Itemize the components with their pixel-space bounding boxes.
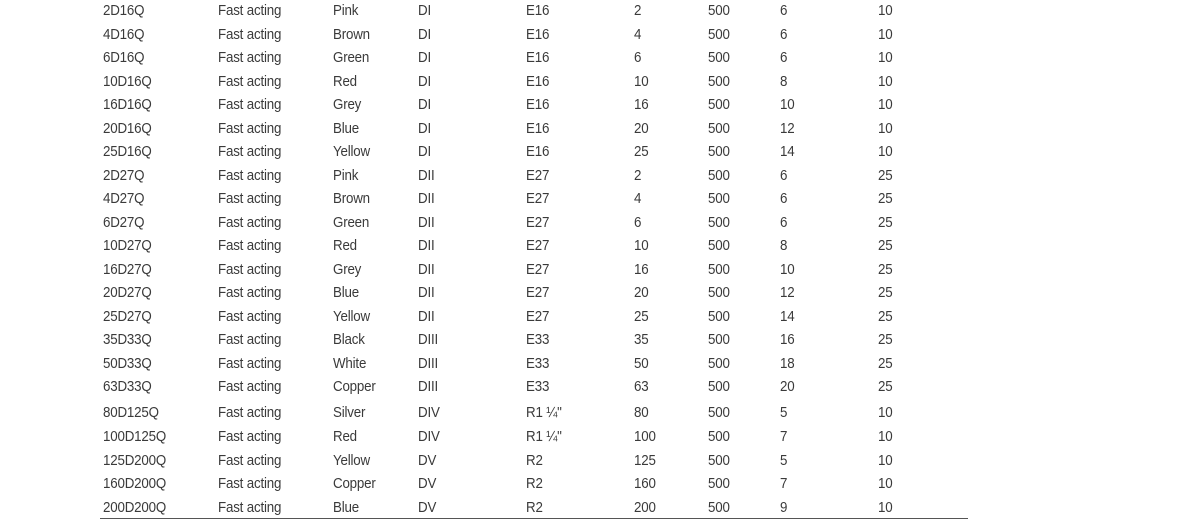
table-row	[0, 353, 1183, 375]
cell-thread: E16	[526, 120, 550, 137]
cell-thread: E27	[526, 261, 550, 278]
cell-size: DII	[418, 191, 435, 207]
cell-value-b: 10	[878, 97, 893, 113]
cell-value-b: 10	[878, 73, 893, 90]
cell-characteristic: Fast acting	[218, 97, 282, 113]
cell-characteristic: Fast acting	[218, 26, 282, 43]
cell-value-b: 10	[878, 144, 893, 160]
cell-value-a: 6	[780, 26, 788, 43]
cell-thread: E27	[526, 214, 550, 231]
cell-value-a: 18	[780, 355, 795, 372]
table-row	[0, 188, 1183, 210]
cell-color: Brown	[333, 191, 370, 207]
cell-voltage: 500	[708, 452, 730, 469]
cell-value-b: 10	[878, 26, 893, 43]
table-bottom-rule	[100, 518, 968, 519]
table-row	[0, 235, 1183, 257]
cell-value-b: 10	[878, 499, 893, 516]
cell-value-a: 6	[780, 191, 788, 207]
cell-voltage: 500	[708, 308, 730, 325]
cell-characteristic: Fast acting	[218, 332, 282, 348]
cell-value-a: 7	[780, 428, 788, 445]
cell-size: DII	[418, 238, 435, 254]
table-row	[0, 282, 1183, 304]
cell-size: DIV	[418, 428, 440, 445]
cell-size: DIV	[418, 405, 440, 421]
cell-voltage: 500	[708, 476, 730, 492]
cell-thread: R2	[526, 476, 543, 492]
cell-thread: E16	[526, 144, 550, 160]
cell-characteristic: Fast acting	[218, 428, 282, 445]
cell-color: Blue	[333, 499, 359, 516]
cell-size: DI	[418, 144, 431, 160]
cell-voltage: 500	[708, 332, 730, 348]
table-row	[0, 259, 1183, 281]
cell-thread: E16	[526, 97, 550, 113]
cell-value-b: 25	[878, 285, 893, 301]
cell-color: Blue	[333, 285, 359, 301]
cell-type-code: 4D16Q	[103, 26, 145, 43]
table-row	[0, 402, 1183, 424]
cell-current: 4	[634, 26, 642, 43]
cell-type-code: 160D200Q	[103, 476, 167, 492]
table-row	[0, 426, 1183, 448]
cell-current: 2	[634, 167, 642, 184]
cell-thread: E27	[526, 238, 550, 254]
cell-size: DIII	[418, 355, 439, 372]
cell-value-a: 5	[780, 405, 788, 421]
cell-color: Yellow	[333, 452, 370, 469]
cell-color: Copper	[333, 379, 376, 395]
cell-thread: E27	[526, 285, 550, 301]
cell-size: DII	[418, 167, 435, 184]
table-row	[0, 329, 1183, 351]
cell-color: Yellow	[333, 308, 370, 325]
cell-size: DV	[418, 476, 437, 492]
cell-thread: E16	[526, 73, 550, 90]
cell-current: 35	[634, 332, 649, 348]
cell-current: 16	[634, 261, 649, 278]
cell-voltage: 500	[708, 120, 730, 137]
cell-type-code: 20D16Q	[103, 120, 152, 137]
cell-voltage: 500	[708, 214, 730, 231]
cell-voltage: 500	[708, 499, 730, 516]
cell-thread: E27	[526, 308, 550, 325]
cell-value-a: 14	[780, 308, 795, 325]
cell-characteristic: Fast acting	[218, 120, 282, 137]
cell-type-code: 50D33Q	[103, 355, 152, 372]
cell-type-code: 25D27Q	[103, 308, 152, 325]
cell-size: DII	[418, 308, 435, 325]
table-row	[0, 24, 1183, 46]
cell-value-a: 20	[780, 379, 795, 395]
cell-size: DIII	[418, 379, 439, 395]
cell-current: 10	[634, 238, 649, 254]
cell-voltage: 500	[708, 167, 730, 184]
cell-value-a: 8	[780, 73, 788, 90]
cell-type-code: 125D200Q	[103, 452, 167, 469]
cell-voltage: 500	[708, 50, 730, 66]
cell-voltage: 500	[708, 26, 730, 43]
cell-value-b: 25	[878, 355, 893, 372]
cell-type-code: 6D16Q	[103, 50, 145, 66]
cell-value-a: 16	[780, 332, 795, 348]
cell-current: 25	[634, 308, 649, 325]
cell-type-code: 2D16Q	[103, 3, 145, 19]
cell-characteristic: Fast acting	[218, 238, 282, 254]
cell-current: 20	[634, 285, 649, 301]
cell-characteristic: Fast acting	[218, 379, 282, 395]
cell-color: Green	[333, 214, 370, 231]
cell-value-a: 6	[780, 3, 788, 19]
cell-type-code: 200D200Q	[103, 499, 167, 516]
cell-characteristic: Fast acting	[218, 214, 282, 231]
table-row	[0, 94, 1183, 116]
cell-value-b: 10	[878, 428, 893, 445]
cell-thread: E33	[526, 355, 550, 372]
cell-value-b: 10	[878, 452, 893, 469]
cell-thread: E27	[526, 191, 550, 207]
cell-voltage: 500	[708, 355, 730, 372]
cell-characteristic: Fast acting	[218, 73, 282, 90]
table-row	[0, 376, 1183, 398]
table-row	[0, 71, 1183, 93]
cell-thread: E33	[526, 332, 550, 348]
cell-characteristic: Fast acting	[218, 476, 282, 492]
cell-current: 63	[634, 379, 649, 395]
cell-characteristic: Fast acting	[218, 50, 282, 66]
cell-value-a: 5	[780, 452, 788, 469]
cell-current: 16	[634, 97, 649, 113]
cell-thread: E27	[526, 167, 550, 184]
cell-voltage: 500	[708, 261, 730, 278]
cell-value-b: 10	[878, 405, 893, 421]
cell-value-a: 10	[780, 261, 795, 278]
table-row	[0, 118, 1183, 140]
cell-color: Red	[333, 238, 357, 254]
cell-voltage: 500	[708, 191, 730, 207]
cell-current: 10	[634, 73, 649, 90]
cell-value-a: 9	[780, 499, 788, 516]
cell-characteristic: Fast acting	[218, 261, 282, 278]
cell-value-b: 25	[878, 191, 893, 207]
cell-type-code: 16D16Q	[103, 97, 152, 113]
cell-type-code: 2D27Q	[103, 167, 145, 184]
cell-voltage: 500	[708, 144, 730, 160]
cell-voltage: 500	[708, 238, 730, 254]
cell-size: DIII	[418, 332, 439, 348]
cell-size: DII	[418, 214, 435, 231]
cell-voltage: 500	[708, 73, 730, 90]
cell-value-b: 25	[878, 214, 893, 231]
cell-current: 80	[634, 405, 649, 421]
cell-characteristic: Fast acting	[218, 3, 282, 19]
cell-size: DI	[418, 97, 431, 113]
cell-size: DII	[418, 285, 435, 301]
cell-thread: R2	[526, 452, 543, 469]
cell-value-b: 10	[878, 50, 893, 66]
cell-size: DV	[418, 499, 437, 516]
cell-current: 2	[634, 3, 642, 19]
table-row	[0, 306, 1183, 328]
cell-color: Red	[333, 73, 357, 90]
cell-voltage: 500	[708, 285, 730, 301]
cell-value-b: 25	[878, 261, 893, 278]
cell-current: 20	[634, 120, 649, 137]
cell-current: 200	[634, 499, 656, 516]
cell-current: 25	[634, 144, 649, 160]
cell-voltage: 500	[708, 428, 730, 445]
table-row	[0, 212, 1183, 234]
cell-type-code: 100D125Q	[103, 428, 167, 445]
cell-size: DV	[418, 452, 437, 469]
table-row	[0, 141, 1183, 163]
cell-characteristic: Fast acting	[218, 167, 282, 184]
cell-characteristic: Fast acting	[218, 499, 282, 516]
cell-color: Pink	[333, 167, 359, 184]
cell-thread: R1 ¼"	[526, 405, 562, 421]
cell-type-code: 63D33Q	[103, 379, 152, 395]
cell-characteristic: Fast acting	[218, 452, 282, 469]
table-row	[0, 165, 1183, 187]
cell-type-code: 16D27Q	[103, 261, 152, 278]
cell-value-a: 12	[780, 120, 795, 137]
cell-value-b: 10	[878, 3, 893, 19]
cell-thread: E16	[526, 26, 550, 43]
cell-value-a: 14	[780, 144, 795, 160]
cell-value-a: 7	[780, 476, 788, 492]
cell-characteristic: Fast acting	[218, 191, 282, 207]
cell-color: Black	[333, 332, 365, 348]
table-row	[0, 497, 1183, 519]
cell-size: DI	[418, 50, 431, 66]
cell-value-b: 10	[878, 476, 893, 492]
cell-type-code: 6D27Q	[103, 214, 145, 231]
cell-color: Yellow	[333, 144, 370, 160]
cell-color: Grey	[333, 261, 362, 278]
table-row	[0, 450, 1183, 472]
cell-thread: E33	[526, 379, 550, 395]
cell-size: DI	[418, 3, 431, 19]
cell-characteristic: Fast acting	[218, 144, 282, 160]
cell-current: 100	[634, 428, 656, 445]
cell-size: DI	[418, 73, 431, 90]
cell-color: Silver	[333, 405, 366, 421]
cell-value-b: 25	[878, 167, 893, 184]
cell-type-code: 35D33Q	[103, 332, 152, 348]
cell-thread: R2	[526, 499, 543, 516]
cell-thread: R1 ¼"	[526, 428, 562, 445]
cell-color: Red	[333, 428, 357, 445]
cell-current: 160	[634, 476, 656, 492]
cell-type-code: 80D125Q	[103, 405, 159, 421]
cell-size: DI	[418, 120, 431, 137]
cell-type-code: 25D16Q	[103, 144, 152, 160]
cell-value-a: 8	[780, 238, 788, 254]
cell-value-b: 25	[878, 238, 893, 254]
cell-characteristic: Fast acting	[218, 405, 282, 421]
cell-color: Copper	[333, 476, 376, 492]
cell-thread: E16	[526, 3, 550, 19]
cell-value-a: 12	[780, 285, 795, 301]
cell-value-b: 10	[878, 120, 893, 137]
cell-voltage: 500	[708, 97, 730, 113]
cell-size: DI	[418, 26, 431, 43]
cell-type-code: 10D16Q	[103, 73, 152, 90]
cell-current: 4	[634, 191, 642, 207]
cell-characteristic: Fast acting	[218, 308, 282, 325]
cell-current: 50	[634, 355, 649, 372]
cell-voltage: 500	[708, 3, 730, 19]
cell-value-a: 6	[780, 167, 788, 184]
cell-type-code: 10D27Q	[103, 238, 152, 254]
cell-type-code: 4D27Q	[103, 191, 145, 207]
cell-color: White	[333, 355, 367, 372]
cell-current: 125	[634, 452, 656, 469]
table-row	[0, 47, 1183, 69]
cell-current: 6	[634, 214, 642, 231]
cell-voltage: 500	[708, 405, 730, 421]
cell-color: Green	[333, 50, 370, 66]
table-row	[0, 473, 1183, 495]
cell-thread: E16	[526, 50, 550, 66]
cell-value-b: 25	[878, 332, 893, 348]
cell-value-a: 10	[780, 97, 795, 113]
table-row	[0, 0, 1183, 22]
cell-value-a: 6	[780, 50, 788, 66]
cell-current: 6	[634, 50, 642, 66]
cell-type-code: 20D27Q	[103, 285, 152, 301]
cell-value-a: 6	[780, 214, 788, 231]
cell-voltage: 500	[708, 379, 730, 395]
cell-value-b: 25	[878, 308, 893, 325]
cell-color: Grey	[333, 97, 362, 113]
cell-value-b: 25	[878, 379, 893, 395]
cell-size: DII	[418, 261, 435, 278]
cell-color: Blue	[333, 120, 359, 137]
cell-characteristic: Fast acting	[218, 285, 282, 301]
cell-color: Brown	[333, 26, 370, 43]
cell-color: Pink	[333, 3, 359, 19]
cell-characteristic: Fast acting	[218, 355, 282, 372]
